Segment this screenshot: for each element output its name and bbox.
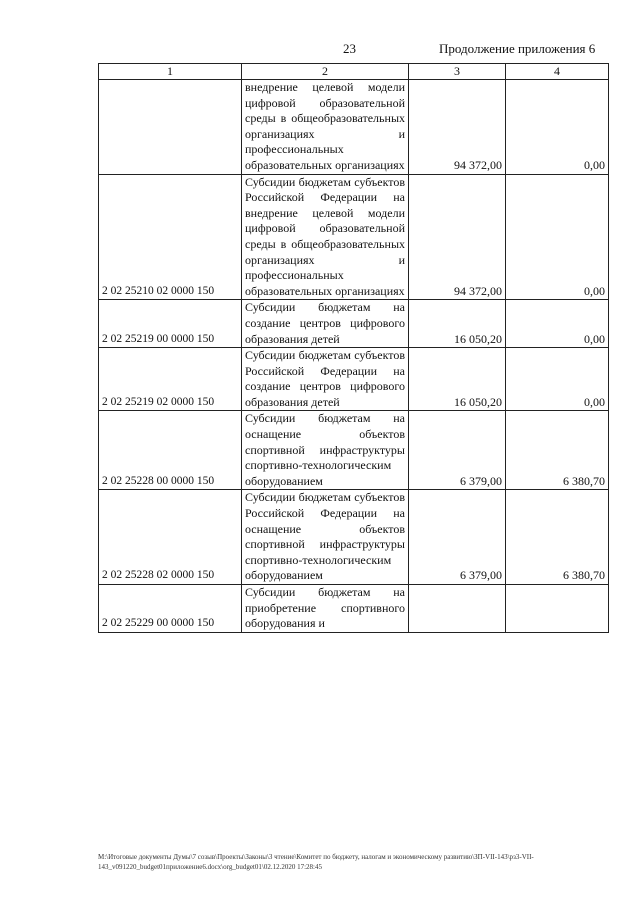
amount-column-4: 0,00 [506, 300, 609, 348]
budget-description: Субсидии бюджетам субъектов Российской Федерации на создание центров цифрового образования детей [242, 348, 409, 411]
amount-column-3: 6 379,00 [409, 490, 506, 585]
amount-column-3: 16 050,20 [409, 300, 506, 348]
table-row [99, 411, 609, 490]
table-row [99, 585, 609, 633]
budget-code: 2 02 25228 02 0000 150 [99, 490, 242, 585]
amount-column-4 [506, 585, 609, 633]
table-row [99, 490, 609, 585]
column-header-1: 1 [99, 64, 242, 80]
budget-code: 2 02 25228 00 0000 150 [99, 411, 242, 490]
page-number: 23 [343, 41, 356, 56]
column-header-2: 2 [242, 64, 409, 80]
amount-column-4: 6 380,70 [506, 411, 609, 490]
amount-column-4: 0,00 [506, 80, 609, 175]
budget-description: Субсидии бюджетам на оснащение объектов спортивной инфраструктуры спортивно-технологическим оборудованием [242, 411, 409, 490]
table-header-row [99, 64, 609, 80]
amount-column-3: 6 379,00 [409, 411, 506, 490]
amount-column-4: 0,00 [506, 174, 609, 300]
budget-code [99, 80, 242, 175]
budget-table [98, 63, 609, 633]
budget-description: Субсидии бюджетам на приобретение спортивного оборудования и [242, 585, 409, 633]
budget-description: Субсидии бюджетам субъектов Российской Федерации на внедрение целевой модели цифровой образовательной среды в общеобразовательных организациях и профессиональных образовательных организациях [242, 174, 409, 300]
amount-column-3: 94 372,00 [409, 174, 506, 300]
document-path-footer: M:\Итоговые документы Думы\7 созыв\Проекты\Законы\3 чтение\Комитет по бюджету, налогам и экономическому развитию\ЗП-VII-143\рз3-VII-143_v091220_budget01приложение6.docx\org_budget01\02.12.2020 17:28:45 [98, 853, 534, 871]
column-header-4: 4 [506, 64, 609, 80]
column-header-3: 3 [409, 64, 506, 80]
continuation-label: Продолжение приложения 6 [439, 41, 596, 56]
budget-code: 2 02 25210 02 0000 150 [99, 174, 242, 300]
table-row [99, 300, 609, 348]
budget-code: 2 02 25219 02 0000 150 [99, 348, 242, 411]
budget-code: 2 02 25229 00 0000 150 [99, 585, 242, 633]
amount-column-3: 16 050,20 [409, 348, 506, 411]
table-row [99, 348, 609, 411]
amount-column-4: 6 380,70 [506, 490, 609, 585]
amount-column-3: 94 372,00 [409, 80, 506, 175]
table-row [99, 174, 609, 300]
budget-description: Субсидии бюджетам субъектов Российской Федерации на оснащение объектов спортивной инфраструктуры спортивно-технологическим оборудованием [242, 490, 409, 585]
table-row [99, 80, 609, 175]
budget-description: внедрение целевой модели цифровой образовательной среды в общеобразовательных организациях и профессиональных образовательных организациях [242, 80, 409, 175]
amount-column-3 [409, 585, 506, 633]
budget-description: Субсидии бюджетам на создание центров цифрового образования детей [242, 300, 409, 348]
amount-column-4: 0,00 [506, 348, 609, 411]
budget-code: 2 02 25219 00 0000 150 [99, 300, 242, 348]
